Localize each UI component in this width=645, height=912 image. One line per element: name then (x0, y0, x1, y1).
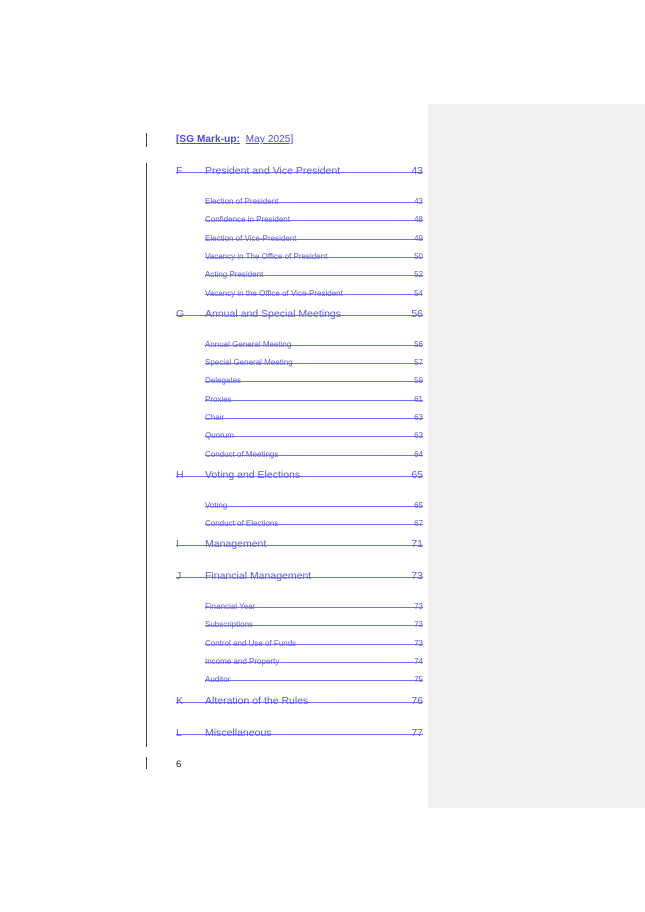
toc-section-entry[interactable] (176, 308, 423, 322)
toc-section-letter: J (176, 570, 182, 582)
toc-entry-page: 67 (414, 519, 423, 528)
toc-subsection-entry[interactable] (205, 501, 423, 512)
toc-entry-title: Conduct of Meetings (205, 450, 279, 459)
strikethrough-line (205, 680, 423, 681)
toc-entry-title: Proxies (205, 395, 232, 404)
toc-entry-page: 63 (414, 413, 423, 422)
toc-entry-title: Chair (205, 413, 225, 422)
toc-entry-page: 43 (414, 197, 423, 206)
toc-subsection-entry[interactable] (205, 450, 423, 461)
toc-entry-page: 71 (411, 538, 423, 550)
toc-subsection-entry[interactable] (205, 234, 423, 245)
toc-entry-page: 49 (414, 234, 423, 243)
toc-entry-title: Voting and Elections (205, 469, 301, 481)
toc-entry-title: Vacancy in The Office of President (205, 252, 328, 261)
toc-section-letter: H (176, 469, 184, 481)
toc-entry-title: Miscellaneous (205, 727, 272, 739)
toc-section-entry[interactable] (176, 165, 423, 179)
toc-entry-title: Election of Vice-President (205, 234, 297, 243)
toc-entry-page: 77 (411, 727, 423, 739)
page-number: 6 (176, 759, 182, 770)
toc-subsection-entry[interactable] (205, 602, 423, 613)
toc-subsection-entry[interactable] (205, 289, 423, 300)
toc-entry-title: Acting President (205, 270, 264, 279)
toc-subsection-entry[interactable] (205, 431, 423, 442)
toc-entry-page: 64 (414, 450, 423, 459)
toc-section-letter: K (176, 695, 184, 707)
toc-entry-page: 73 (414, 620, 423, 629)
toc-section-entry[interactable] (176, 695, 423, 709)
toc-section-entry[interactable] (176, 570, 423, 584)
toc-entry-page: 56 (411, 308, 423, 320)
toc-subsection-entry[interactable] (205, 197, 423, 208)
toc-entry-page: 73 (414, 602, 423, 611)
toc-entry-page: 48 (414, 215, 423, 224)
toc-entry-page: 75 (414, 675, 423, 684)
toc-section-entry[interactable] (176, 538, 423, 552)
toc-entry-page: 43 (411, 165, 423, 177)
toc-entry-title: Conduct of Elections (205, 519, 279, 528)
toc-entry-title: Vacancy in the Office of Vice-President (205, 289, 343, 298)
toc-section-letter: F (176, 165, 183, 177)
toc-entry-title: Annual and Special Meetings (205, 308, 342, 320)
toc-subsection-entry[interactable] (205, 639, 423, 650)
toc-section-entry[interactable] (176, 727, 423, 741)
toc-entry-page: 76 (411, 695, 423, 707)
toc-entry-page: 61 (414, 395, 423, 404)
toc-entry-title: Quorum (205, 431, 234, 440)
toc-section-letter: L (176, 727, 182, 739)
toc-entry-page: 59 (414, 376, 423, 385)
toc-subsection-entry[interactable] (205, 413, 423, 424)
strikethrough-line (205, 506, 423, 507)
toc-subsection-entry[interactable] (205, 675, 423, 686)
toc-subsection-entry[interactable] (205, 657, 423, 668)
toc-section-entry[interactable] (176, 469, 423, 483)
toc-entry-title: Election of President (205, 197, 279, 206)
toc-entry-title: Annual General Meeting (205, 340, 292, 349)
toc-entry-title: Alteration of the Rules (205, 695, 309, 707)
toc-entry-page: 65 (414, 501, 423, 510)
strikethrough-line (205, 436, 423, 437)
toc-entry-title: President and Vice President (205, 165, 341, 177)
toc-section-letter: I (176, 538, 179, 550)
markup-date: May 2025] (245, 134, 294, 145)
strikethrough-line (205, 418, 423, 419)
toc-subsection-entry[interactable] (205, 215, 423, 226)
toc-subsection-entry[interactable] (205, 358, 423, 369)
toc-entry-page: 63 (414, 431, 423, 440)
toc-entry-page: 52 (414, 270, 423, 279)
toc-subsection-entry[interactable] (205, 270, 423, 281)
toc-subsection-entry[interactable] (205, 519, 423, 530)
toc-subsection-entry[interactable] (205, 340, 423, 351)
markup-label: [SG Mark-up: (176, 134, 240, 145)
toc-entry-page: 73 (411, 570, 423, 582)
toc-entry-title: Control and Use of Funds (205, 639, 297, 648)
toc-entry-page: 65 (411, 469, 423, 481)
toc-entry-title: Subscriptions (205, 620, 254, 629)
toc-entry-page: 74 (414, 657, 423, 666)
toc-entry-title: Auditor (205, 675, 231, 684)
strikethrough-line (205, 400, 423, 401)
toc-entry-title: Financial Management (205, 570, 312, 582)
toc-entry-page: 56 (414, 340, 423, 349)
toc-section-letter: G (176, 308, 185, 320)
toc-entry-title: Management (205, 538, 267, 550)
toc-subsection-entry[interactable] (205, 376, 423, 387)
toc-entry-page: 54 (414, 289, 423, 298)
toc-subsection-entry[interactable] (205, 620, 423, 631)
toc-entry-title: Delegates (205, 376, 242, 385)
toc-entry-title: Voting (205, 501, 228, 510)
toc-entry-title: Income and Property (205, 657, 280, 666)
toc-subsection-entry[interactable] (205, 395, 423, 406)
toc-entry-page: 57 (414, 358, 423, 367)
toc-entry-title: Confidence in President (205, 215, 290, 224)
toc-subsection-entry[interactable] (205, 252, 423, 263)
toc-entry-page: 73 (414, 639, 423, 648)
toc-entry-title: Special General Meeting (205, 358, 293, 367)
toc-entry-page: 50 (414, 252, 423, 261)
toc-entry-title: Financial Year (205, 602, 256, 611)
